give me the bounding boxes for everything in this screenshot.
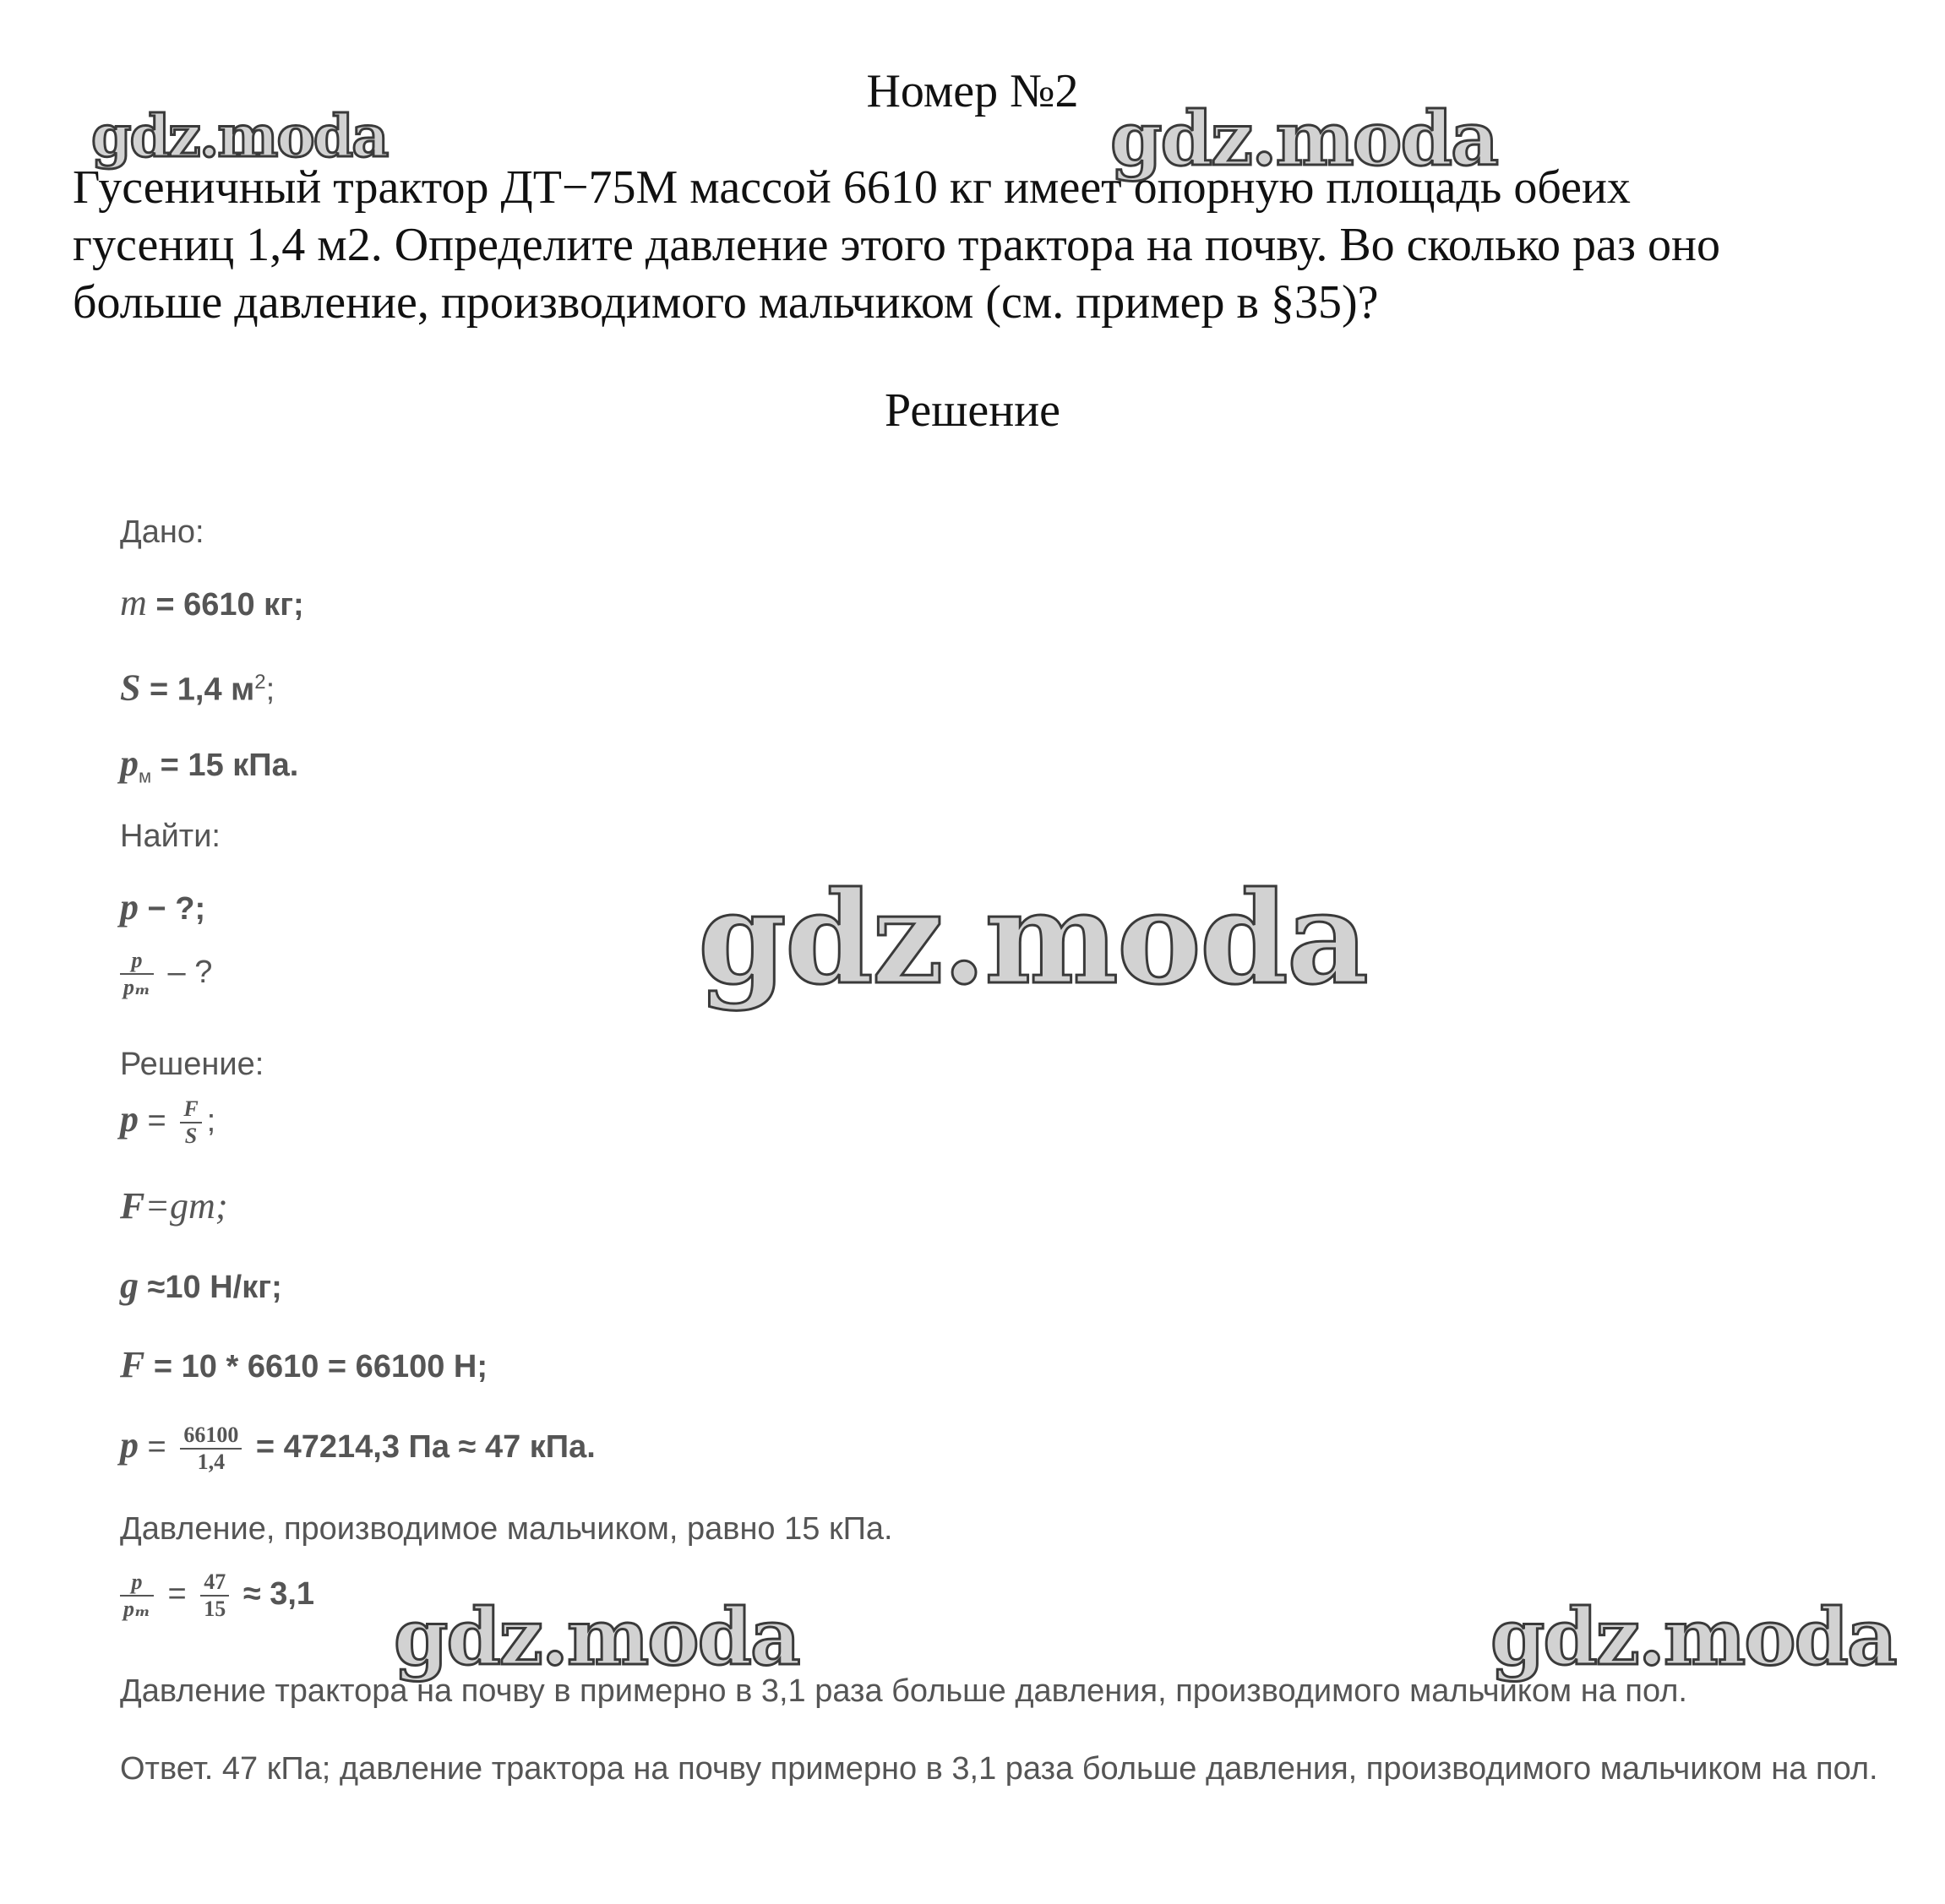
given-label: Дано: [120, 514, 204, 550]
watermark: gdz.moda [1490, 1591, 1896, 1683]
gravity-value: g ≈10 Н/кг; [120, 1265, 282, 1306]
conclusion-text: Давление трактора на почву в примерно в 3,1 раза больше давления, производимого мальчиком на пол. [120, 1673, 1687, 1709]
ratio-fraction: $\frac{p}{\text{pₘ}}$ [120, 948, 154, 1000]
ratio-calculation: $\frac{p}{\text{pₘ}}$ = $\frac{47}{15}$ ≈ 3,1 [120, 1569, 314, 1622]
formula-force: F=gm; [120, 1185, 228, 1227]
watermark: gdz.moda [91, 103, 388, 171]
boy-pressure-text: Давление, производимое мальчиком, равно 15 кПа. [120, 1511, 893, 1547]
solution-heading: Решение [884, 384, 1061, 437]
force-calculation: F = 10 * 6610 = 66100 Н; [120, 1344, 488, 1385]
watermark: gdz.moda [1110, 95, 1498, 182]
find-ratio: $\frac{p}{\text{pₘ}}$ – ? [120, 948, 212, 1000]
find-pressure: p − ?; [120, 886, 206, 928]
watermark: gdz.moda [698, 864, 1368, 1013]
page-title: Номер №2 [866, 65, 1079, 117]
pressure-fraction: $\frac{66100}{1,4}$ [180, 1423, 242, 1475]
problem-text [73, 159, 1881, 331]
ratio-value-fraction: $\frac{47}{15}$ [200, 1569, 229, 1622]
formula-pressure: p = $\frac{F}{S}$ ; [120, 1096, 216, 1148]
given-boy-pressure: $p_м = 15$ кПа. [120, 743, 299, 787]
problem-line: больше давление, производимого мальчиком (см. пример в §35)? [73, 276, 1379, 329]
ratio-fraction: $\frac{p}{\text{pₘ}}$ [120, 1569, 154, 1622]
problem-line: гусениц 1,4 м2. Определите давление этого трактора на почву. Во сколько раз оно [73, 219, 1720, 271]
pressure-calculation: p = $\frac{66100}{1,4}$ = 47214,3 Па ≈ 47 кПа. [120, 1423, 596, 1474]
given-mass: m = 6610 кг; [120, 582, 304, 623]
force-area-fraction: $\frac{F}{S}$ [180, 1096, 201, 1149]
problem-line: Гусеничный трактор ДТ−75М массой 6610 кг имеет опорную площадь обеих [73, 161, 1631, 214]
answer-text: Ответ. 47 кПа; давление трактора на почву примерно в 3,1 раза больше давления, производимого мальчиком на пол. [120, 1751, 1878, 1787]
find-label: Найти: [120, 819, 221, 854]
given-area: S = 1,4 $м^2$; [120, 666, 275, 709]
watermark: gdz.moda [394, 1591, 799, 1683]
solution-label: Решение: [120, 1047, 264, 1082]
